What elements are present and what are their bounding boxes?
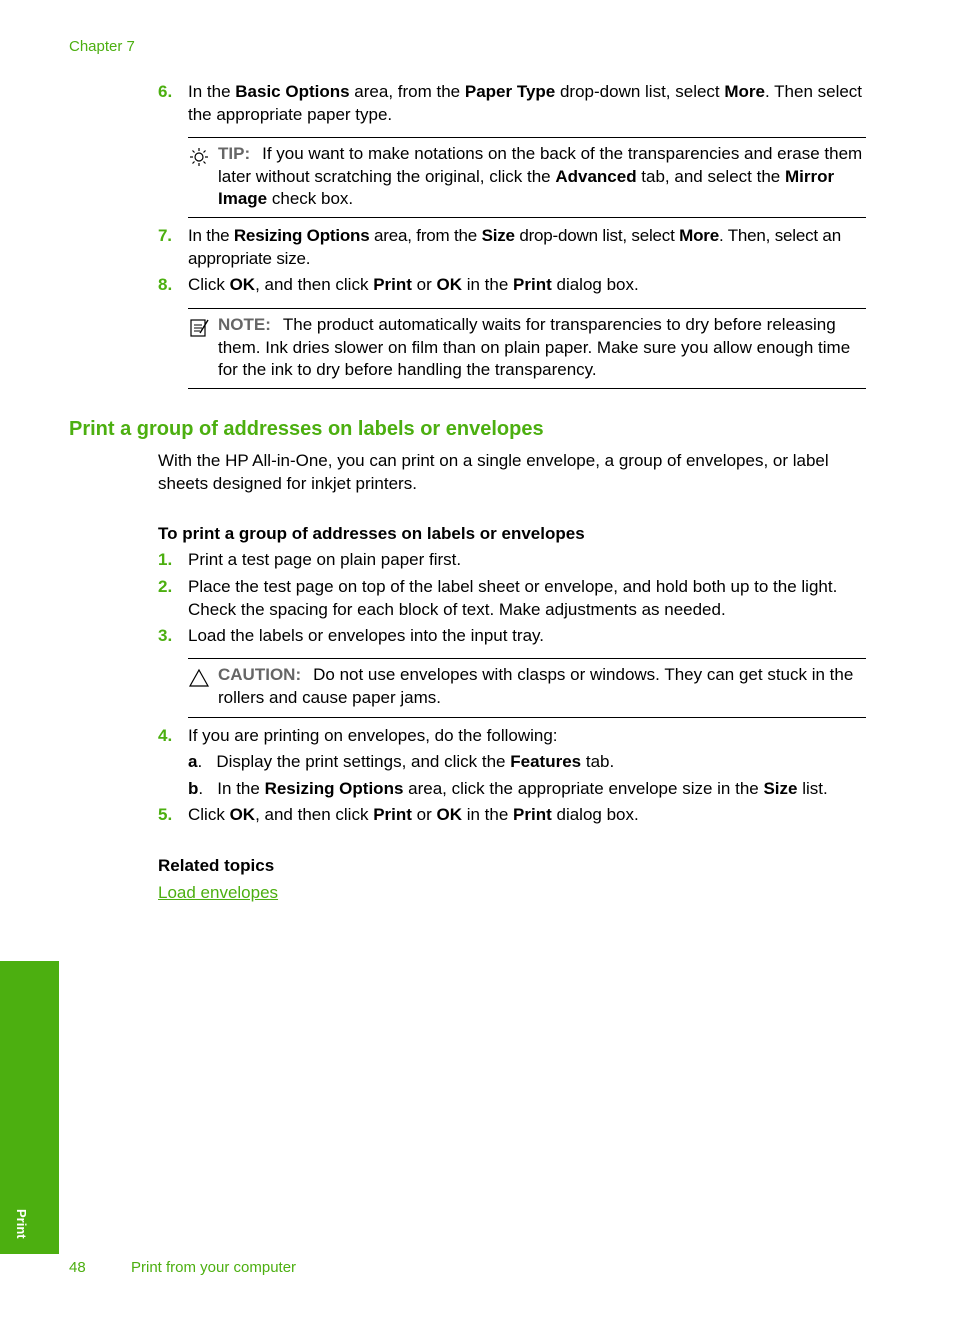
procedure-title: To print a group of addresses on labels or envelopes [158, 524, 585, 543]
text-run: list. [797, 779, 828, 798]
step-number: 6. [158, 82, 173, 101]
side-tab-label: Print [14, 1209, 29, 1239]
bold-term: Size [481, 226, 515, 245]
step-5 [158, 804, 866, 827]
text-run: or [411, 275, 437, 294]
tip-label: TIP: [218, 144, 251, 163]
bold-term: OK [229, 805, 256, 824]
text-run: . Then, select an appropriate size. [188, 226, 841, 268]
text-run: area, click the appropriate envelope size in the [403, 779, 764, 798]
step-1 [158, 549, 866, 572]
step-number: 2. [158, 577, 173, 596]
text-run: Place the test page on top of the label sheet or envelope, and hold both up to the light. Check the spacing for each block of text. Make adjustments as needed. [188, 577, 838, 619]
bold-term: OK [436, 275, 462, 294]
step-number: 8. [158, 275, 173, 294]
text-run: In the [188, 82, 236, 101]
substep-a: a. Display the print settings, and click the Features tab. [188, 752, 615, 771]
step-text [188, 804, 866, 827]
note-callout [188, 308, 866, 389]
tip-text [218, 144, 862, 208]
bold-term: Resizing Options [233, 226, 370, 245]
text-run: Click [188, 805, 230, 824]
bold-term: Print [513, 275, 552, 294]
step-2 [158, 576, 866, 621]
load-envelopes-link[interactable]: Load envelopes [158, 883, 279, 902]
text-run: Click [188, 275, 230, 294]
step-text [188, 225, 866, 270]
text-run: area, from the [349, 82, 465, 101]
substep-letter: b [188, 779, 199, 798]
text-run: Print a test page on plain paper first. [188, 550, 462, 569]
step-number: 5. [158, 805, 173, 824]
text-run: In the [217, 779, 265, 798]
bold-term: Mirror Image [218, 166, 835, 208]
section-intro: With the HP All-in-One, you can print on a single envelope, a group of envelopes, or label sheets designed for inkjet printers. [158, 451, 829, 493]
step-8 [158, 274, 866, 297]
substep-b: b. In the Resizing Options area, click the appropriate envelope size in the Size list. [188, 779, 828, 798]
note-icon [188, 317, 210, 339]
bold-term: Resizing Options [264, 779, 404, 798]
text-run: If you want to make notations on the back of the transparencies and erase them later without scratching the original, click the [218, 144, 863, 186]
text-run: area, from the [369, 226, 482, 245]
step-4 [158, 725, 866, 748]
text-run: , and then click [255, 275, 374, 294]
section-heading: Print a group of addresses on labels or envelopes [69, 418, 544, 440]
step-number: 3. [158, 626, 173, 645]
warning-triangle-icon [188, 667, 210, 689]
text-run: drop-down list, select [555, 82, 725, 101]
bold-term: Size [763, 779, 798, 798]
text-run: tab, and select the [636, 166, 785, 186]
step-3 [158, 625, 866, 648]
substep-letter: a [188, 752, 198, 771]
bold-term: OK [229, 275, 256, 294]
text-run: drop-down list, select [514, 226, 680, 245]
bold-term: More [679, 226, 719, 245]
step-7 [158, 225, 866, 270]
bold-term: Print [373, 275, 412, 294]
footer-title: Print from your computer [131, 1259, 297, 1276]
text-run: check box. [267, 189, 354, 208]
lightbulb-icon [188, 146, 210, 168]
bold-term: Print [373, 805, 412, 824]
step-text [188, 576, 866, 621]
step-6 [158, 81, 866, 126]
note-text: The product automatically waits for transparencies to dry before releasing them. Ink dries slower on film than on plain paper. Make sure you allow enough time for the ink to dry before handling the transparency. [218, 315, 851, 379]
bold-term: Advanced [555, 166, 637, 186]
text-run: Display the print settings, and click the [216, 752, 511, 771]
step-text [188, 625, 866, 648]
substep-text [217, 779, 827, 798]
text-run: dialog box. [551, 805, 639, 824]
tip-callout [188, 137, 866, 218]
text-run: or [411, 805, 437, 824]
side-tab [0, 961, 59, 1254]
step-number: 4. [158, 726, 173, 745]
related-topics-title: Related topics [158, 856, 275, 875]
step-text [188, 725, 866, 748]
bold-term: OK [436, 805, 462, 824]
step-number: 7. [158, 226, 172, 245]
chapter-label: Chapter 7 [69, 38, 135, 55]
step-number: 1. [158, 550, 173, 569]
text-run: . Then select the appropriate paper type. [188, 82, 863, 124]
caution-text: Do not use envelopes with clasps or windows. They can get stuck in the rollers and cause paper jams. [218, 665, 854, 707]
bold-term: Features [510, 752, 582, 771]
bold-term: More [724, 82, 766, 101]
text-run: dialog box. [551, 275, 639, 294]
text-run: Load the labels or envelopes into the input tray. [188, 626, 544, 645]
text-run: in the [461, 805, 514, 824]
bold-term: Print [513, 805, 552, 824]
note-label: NOTE: [218, 315, 271, 334]
step-text [188, 549, 866, 572]
bold-term: Basic Options [235, 82, 350, 101]
caution-callout [188, 658, 866, 718]
bold-term: Paper Type [464, 82, 556, 101]
caution-label: CAUTION: [218, 665, 302, 684]
step-text [188, 274, 866, 297]
text-run: in the [461, 275, 514, 294]
substep-text [216, 752, 614, 771]
text-run: tab. [581, 752, 615, 771]
step-text [188, 81, 866, 126]
text-run: If you are printing on envelopes, do the following: [188, 726, 558, 745]
text-run: , and then click [255, 805, 374, 824]
text-run: In the [188, 226, 234, 245]
page-number: 48 [69, 1259, 86, 1276]
